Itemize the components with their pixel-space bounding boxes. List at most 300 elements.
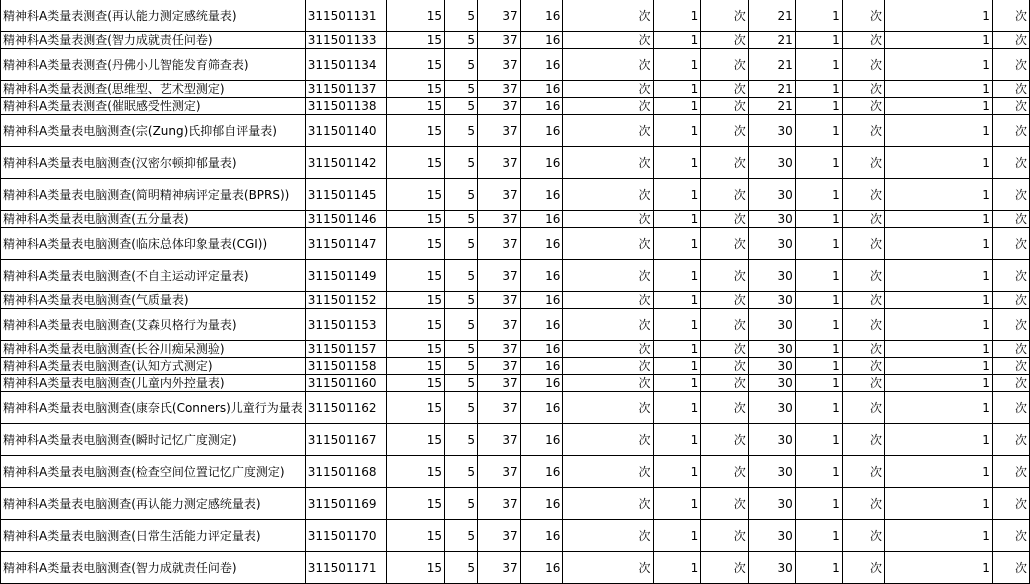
value-cell[interactable]: 16 [520, 179, 563, 211]
unit-cell[interactable]: 次 [701, 358, 748, 375]
unit-cell[interactable]: 次 [992, 0, 1029, 32]
unit-cell[interactable]: 次 [563, 309, 653, 341]
item-code-cell[interactable]: 311501158 [305, 358, 386, 375]
value-cell[interactable]: 15 [386, 375, 444, 392]
quantity-cell[interactable]: 1 [795, 375, 842, 392]
value-cell[interactable]: 37 [478, 81, 521, 98]
value-cell[interactable]: 21 [748, 81, 795, 98]
value-cell[interactable]: 30 [748, 292, 795, 309]
unit-cell[interactable]: 次 [701, 228, 748, 260]
value-cell[interactable]: 30 [748, 375, 795, 392]
value-cell[interactable]: 37 [478, 488, 521, 520]
unit-cell[interactable]: 次 [563, 341, 653, 358]
value-cell[interactable]: 30 [748, 309, 795, 341]
unit-cell[interactable]: 次 [701, 49, 748, 81]
item-code-cell[interactable]: 311501133 [305, 32, 386, 49]
item-code-cell[interactable]: 311501153 [305, 309, 386, 341]
unit-cell[interactable]: 次 [701, 375, 748, 392]
unit-cell[interactable]: 次 [992, 32, 1029, 49]
unit-cell[interactable]: 次 [992, 309, 1029, 341]
quantity-cell[interactable]: 1 [653, 32, 701, 49]
unit-cell[interactable]: 次 [842, 211, 884, 228]
unit-cell[interactable]: 次 [992, 292, 1029, 309]
unit-cell[interactable]: 次 [842, 375, 884, 392]
value-cell[interactable]: 37 [478, 358, 521, 375]
quantity-cell[interactable]: 1 [795, 292, 842, 309]
value-cell[interactable]: 30 [748, 115, 795, 147]
value-cell[interactable]: 5 [445, 0, 478, 32]
item-code-cell[interactable]: 311501160 [305, 375, 386, 392]
unit-cell[interactable]: 次 [992, 488, 1029, 520]
unit-cell[interactable]: 次 [563, 375, 653, 392]
item-code-cell[interactable]: 311501170 [305, 520, 386, 552]
value-cell[interactable]: 16 [520, 358, 563, 375]
value-cell[interactable]: 16 [520, 520, 563, 552]
quantity-cell[interactable]: 1 [653, 0, 701, 32]
quantity-cell[interactable]: 1 [885, 375, 993, 392]
unit-cell[interactable]: 次 [701, 98, 748, 115]
value-cell[interactable]: 16 [520, 488, 563, 520]
value-cell[interactable]: 5 [445, 211, 478, 228]
quantity-cell[interactable]: 1 [653, 309, 701, 341]
unit-cell[interactable]: 次 [842, 81, 884, 98]
value-cell[interactable]: 16 [520, 341, 563, 358]
value-cell[interactable]: 15 [386, 147, 444, 179]
quantity-cell[interactable]: 1 [885, 179, 993, 211]
unit-cell[interactable]: 次 [842, 228, 884, 260]
value-cell[interactable]: 15 [386, 341, 444, 358]
unit-cell[interactable]: 次 [701, 32, 748, 49]
value-cell[interactable]: 37 [478, 424, 521, 456]
item-name-cell[interactable]: 精神科A类量表电脑测查(气质量表) [1, 292, 306, 309]
quantity-cell[interactable]: 1 [795, 552, 842, 584]
unit-cell[interactable]: 次 [842, 0, 884, 32]
quantity-cell[interactable]: 1 [795, 147, 842, 179]
quantity-cell[interactable]: 1 [653, 520, 701, 552]
unit-cell[interactable]: 次 [563, 0, 653, 32]
quantity-cell[interactable]: 1 [653, 341, 701, 358]
unit-cell[interactable]: 次 [992, 228, 1029, 260]
unit-cell[interactable]: 次 [563, 424, 653, 456]
value-cell[interactable]: 5 [445, 424, 478, 456]
unit-cell[interactable]: 次 [992, 49, 1029, 81]
item-name-cell[interactable]: 精神科A类量表电脑测查(智力成就责任问卷) [1, 552, 306, 584]
item-name-cell[interactable]: 精神科A类量表电脑测查(简明精神病评定量表(BPRS)) [1, 179, 306, 211]
value-cell[interactable]: 37 [478, 228, 521, 260]
quantity-cell[interactable]: 1 [885, 424, 993, 456]
value-cell[interactable]: 30 [748, 179, 795, 211]
value-cell[interactable]: 16 [520, 260, 563, 292]
value-cell[interactable]: 16 [520, 392, 563, 424]
quantity-cell[interactable]: 1 [795, 520, 842, 552]
quantity-cell[interactable]: 1 [795, 456, 842, 488]
value-cell[interactable]: 30 [748, 358, 795, 375]
value-cell[interactable]: 37 [478, 49, 521, 81]
value-cell[interactable]: 16 [520, 424, 563, 456]
quantity-cell[interactable]: 1 [653, 228, 701, 260]
quantity-cell[interactable]: 1 [653, 424, 701, 456]
unit-cell[interactable]: 次 [701, 424, 748, 456]
quantity-cell[interactable]: 1 [653, 260, 701, 292]
quantity-cell[interactable]: 1 [653, 81, 701, 98]
value-cell[interactable]: 37 [478, 147, 521, 179]
unit-cell[interactable]: 次 [563, 211, 653, 228]
unit-cell[interactable]: 次 [842, 488, 884, 520]
value-cell[interactable]: 30 [748, 260, 795, 292]
unit-cell[interactable]: 次 [563, 49, 653, 81]
value-cell[interactable]: 5 [445, 341, 478, 358]
quantity-cell[interactable]: 1 [885, 228, 993, 260]
value-cell[interactable]: 37 [478, 98, 521, 115]
item-code-cell[interactable]: 311501142 [305, 147, 386, 179]
value-cell[interactable]: 5 [445, 292, 478, 309]
quantity-cell[interactable]: 1 [885, 520, 993, 552]
unit-cell[interactable]: 次 [563, 179, 653, 211]
value-cell[interactable]: 30 [748, 552, 795, 584]
quantity-cell[interactable]: 1 [795, 115, 842, 147]
unit-cell[interactable]: 次 [992, 520, 1029, 552]
value-cell[interactable]: 16 [520, 147, 563, 179]
value-cell[interactable]: 21 [748, 32, 795, 49]
value-cell[interactable]: 37 [478, 115, 521, 147]
unit-cell[interactable]: 次 [992, 211, 1029, 228]
value-cell[interactable]: 30 [748, 392, 795, 424]
value-cell[interactable]: 5 [445, 552, 478, 584]
quantity-cell[interactable]: 1 [885, 358, 993, 375]
quantity-cell[interactable]: 1 [885, 309, 993, 341]
value-cell[interactable]: 15 [386, 211, 444, 228]
item-name-cell[interactable]: 精神科A类量表测查(催眠感受性测定) [1, 98, 306, 115]
item-code-cell[interactable]: 311501140 [305, 115, 386, 147]
value-cell[interactable]: 16 [520, 49, 563, 81]
quantity-cell[interactable]: 1 [795, 309, 842, 341]
unit-cell[interactable]: 次 [842, 115, 884, 147]
quantity-cell[interactable]: 1 [885, 147, 993, 179]
unit-cell[interactable]: 次 [701, 260, 748, 292]
quantity-cell[interactable]: 1 [885, 211, 993, 228]
value-cell[interactable]: 15 [386, 520, 444, 552]
item-code-cell[interactable]: 311501138 [305, 98, 386, 115]
quantity-cell[interactable]: 1 [653, 98, 701, 115]
quantity-cell[interactable]: 1 [885, 552, 993, 584]
unit-cell[interactable]: 次 [842, 179, 884, 211]
quantity-cell[interactable]: 1 [885, 292, 993, 309]
item-name-cell[interactable]: 精神科A类量表测查(再认能力测定感统量表) [1, 0, 306, 32]
unit-cell[interactable]: 次 [842, 260, 884, 292]
quantity-cell[interactable]: 1 [885, 456, 993, 488]
value-cell[interactable]: 5 [445, 179, 478, 211]
item-code-cell[interactable]: 311501168 [305, 456, 386, 488]
quantity-cell[interactable]: 1 [653, 488, 701, 520]
unit-cell[interactable]: 次 [701, 520, 748, 552]
value-cell[interactable]: 15 [386, 488, 444, 520]
value-cell[interactable]: 5 [445, 115, 478, 147]
value-cell[interactable]: 15 [386, 552, 444, 584]
unit-cell[interactable]: 次 [701, 488, 748, 520]
value-cell[interactable]: 21 [748, 49, 795, 81]
item-code-cell[interactable]: 311501157 [305, 341, 386, 358]
value-cell[interactable]: 37 [478, 375, 521, 392]
item-name-cell[interactable]: 精神科A类量表电脑测查(长谷川痴呆测验) [1, 341, 306, 358]
unit-cell[interactable]: 次 [701, 552, 748, 584]
item-name-cell[interactable]: 精神科A类量表电脑测查(认知方式测定) [1, 358, 306, 375]
item-code-cell[interactable]: 311501167 [305, 424, 386, 456]
unit-cell[interactable]: 次 [992, 179, 1029, 211]
value-cell[interactable]: 37 [478, 179, 521, 211]
value-cell[interactable]: 5 [445, 49, 478, 81]
unit-cell[interactable]: 次 [701, 392, 748, 424]
quantity-cell[interactable]: 1 [653, 292, 701, 309]
item-name-cell[interactable]: 精神科A类量表电脑测查(临床总体印象量表(CGI)) [1, 228, 306, 260]
value-cell[interactable]: 15 [386, 392, 444, 424]
unit-cell[interactable]: 次 [842, 520, 884, 552]
value-cell[interactable]: 5 [445, 147, 478, 179]
value-cell[interactable]: 15 [386, 309, 444, 341]
value-cell[interactable]: 5 [445, 358, 478, 375]
value-cell[interactable]: 16 [520, 32, 563, 49]
quantity-cell[interactable]: 1 [653, 456, 701, 488]
quantity-cell[interactable]: 1 [885, 32, 993, 49]
value-cell[interactable]: 16 [520, 98, 563, 115]
unit-cell[interactable]: 次 [701, 309, 748, 341]
unit-cell[interactable]: 次 [701, 147, 748, 179]
item-name-cell[interactable]: 精神科A类量表测查(丹佛小儿智能发育筛查表) [1, 49, 306, 81]
unit-cell[interactable]: 次 [563, 552, 653, 584]
value-cell[interactable]: 5 [445, 228, 478, 260]
unit-cell[interactable]: 次 [842, 292, 884, 309]
value-cell[interactable]: 15 [386, 0, 444, 32]
unit-cell[interactable]: 次 [563, 228, 653, 260]
value-cell[interactable]: 37 [478, 211, 521, 228]
value-cell[interactable]: 5 [445, 260, 478, 292]
unit-cell[interactable]: 次 [992, 456, 1029, 488]
value-cell[interactable]: 16 [520, 309, 563, 341]
item-code-cell[interactable]: 311501162 [305, 392, 386, 424]
value-cell[interactable]: 37 [478, 552, 521, 584]
quantity-cell[interactable]: 1 [795, 179, 842, 211]
quantity-cell[interactable]: 1 [885, 115, 993, 147]
value-cell[interactable]: 30 [748, 488, 795, 520]
unit-cell[interactable]: 次 [992, 81, 1029, 98]
quantity-cell[interactable]: 1 [885, 81, 993, 98]
item-name-cell[interactable]: 精神科A类量表电脑测查(儿童内外控量表) [1, 375, 306, 392]
item-code-cell[interactable]: 311501171 [305, 552, 386, 584]
unit-cell[interactable]: 次 [701, 179, 748, 211]
unit-cell[interactable]: 次 [842, 424, 884, 456]
value-cell[interactable]: 15 [386, 292, 444, 309]
unit-cell[interactable]: 次 [563, 520, 653, 552]
unit-cell[interactable]: 次 [701, 341, 748, 358]
quantity-cell[interactable]: 1 [653, 179, 701, 211]
value-cell[interactable]: 16 [520, 292, 563, 309]
quantity-cell[interactable]: 1 [885, 260, 993, 292]
unit-cell[interactable]: 次 [563, 456, 653, 488]
unit-cell[interactable]: 次 [842, 98, 884, 115]
quantity-cell[interactable]: 1 [795, 32, 842, 49]
quantity-cell[interactable]: 1 [795, 0, 842, 32]
unit-cell[interactable]: 次 [563, 488, 653, 520]
unit-cell[interactable]: 次 [701, 292, 748, 309]
value-cell[interactable]: 37 [478, 456, 521, 488]
quantity-cell[interactable]: 1 [653, 358, 701, 375]
item-code-cell[interactable]: 311501134 [305, 49, 386, 81]
unit-cell[interactable]: 次 [992, 115, 1029, 147]
value-cell[interactable]: 30 [748, 456, 795, 488]
value-cell[interactable]: 15 [386, 179, 444, 211]
value-cell[interactable]: 30 [748, 424, 795, 456]
item-name-cell[interactable]: 精神科A类量表电脑测查(不自主运动评定量表) [1, 260, 306, 292]
unit-cell[interactable]: 次 [842, 392, 884, 424]
value-cell[interactable]: 15 [386, 260, 444, 292]
quantity-cell[interactable]: 1 [795, 358, 842, 375]
item-name-cell[interactable]: 精神科A类量表测查(思维型、艺术型测定) [1, 81, 306, 98]
item-name-cell[interactable]: 精神科A类量表电脑测查(瞬时记忆广度测定) [1, 424, 306, 456]
item-code-cell[interactable]: 311501137 [305, 81, 386, 98]
value-cell[interactable]: 16 [520, 0, 563, 32]
value-cell[interactable]: 5 [445, 98, 478, 115]
item-name-cell[interactable]: 精神科A类量表电脑测查(日常生活能力评定量表) [1, 520, 306, 552]
unit-cell[interactable]: 次 [992, 147, 1029, 179]
value-cell[interactable]: 16 [520, 456, 563, 488]
unit-cell[interactable]: 次 [842, 341, 884, 358]
quantity-cell[interactable]: 1 [885, 49, 993, 81]
value-cell[interactable]: 30 [748, 228, 795, 260]
unit-cell[interactable]: 次 [992, 552, 1029, 584]
unit-cell[interactable]: 次 [701, 456, 748, 488]
value-cell[interactable]: 30 [748, 211, 795, 228]
item-code-cell[interactable]: 311501147 [305, 228, 386, 260]
quantity-cell[interactable]: 1 [653, 375, 701, 392]
unit-cell[interactable]: 次 [992, 260, 1029, 292]
value-cell[interactable]: 37 [478, 260, 521, 292]
quantity-cell[interactable]: 1 [653, 115, 701, 147]
unit-cell[interactable]: 次 [842, 456, 884, 488]
quantity-cell[interactable]: 1 [795, 341, 842, 358]
value-cell[interactable]: 37 [478, 520, 521, 552]
value-cell[interactable]: 37 [478, 292, 521, 309]
unit-cell[interactable]: 次 [842, 358, 884, 375]
unit-cell[interactable]: 次 [563, 292, 653, 309]
value-cell[interactable]: 37 [478, 32, 521, 49]
item-name-cell[interactable]: 精神科A类量表电脑测查(汉密尔顿抑郁量表) [1, 147, 306, 179]
value-cell[interactable]: 15 [386, 98, 444, 115]
item-name-cell[interactable]: 精神科A类量表电脑测查(检查空间位置记忆广度测定) [1, 456, 306, 488]
unit-cell[interactable]: 次 [563, 358, 653, 375]
unit-cell[interactable]: 次 [992, 341, 1029, 358]
value-cell[interactable]: 21 [748, 98, 795, 115]
value-cell[interactable]: 37 [478, 0, 521, 32]
value-cell[interactable]: 5 [445, 520, 478, 552]
value-cell[interactable]: 15 [386, 228, 444, 260]
value-cell[interactable]: 21 [748, 0, 795, 32]
unit-cell[interactable]: 次 [992, 358, 1029, 375]
item-name-cell[interactable]: 精神科A类量表电脑测查(康奈氏(Conners)儿童行为量表 [1, 392, 306, 424]
unit-cell[interactable]: 次 [701, 211, 748, 228]
value-cell[interactable]: 5 [445, 392, 478, 424]
unit-cell[interactable]: 次 [842, 309, 884, 341]
unit-cell[interactable]: 次 [992, 392, 1029, 424]
item-name-cell[interactable]: 精神科A类量表电脑测查(五分量表) [1, 211, 306, 228]
unit-cell[interactable]: 次 [563, 392, 653, 424]
value-cell[interactable]: 30 [748, 341, 795, 358]
quantity-cell[interactable]: 1 [885, 0, 993, 32]
value-cell[interactable]: 16 [520, 552, 563, 584]
item-code-cell[interactable]: 311501131 [305, 0, 386, 32]
value-cell[interactable]: 37 [478, 392, 521, 424]
quantity-cell[interactable]: 1 [795, 228, 842, 260]
unit-cell[interactable]: 次 [842, 552, 884, 584]
unit-cell[interactable]: 次 [563, 115, 653, 147]
quantity-cell[interactable]: 1 [795, 211, 842, 228]
quantity-cell[interactable]: 1 [795, 488, 842, 520]
value-cell[interactable]: 16 [520, 211, 563, 228]
unit-cell[interactable]: 次 [992, 98, 1029, 115]
quantity-cell[interactable]: 1 [885, 392, 993, 424]
value-cell[interactable]: 5 [445, 375, 478, 392]
value-cell[interactable]: 30 [748, 520, 795, 552]
value-cell[interactable]: 5 [445, 488, 478, 520]
item-name-cell[interactable]: 精神科A类量表电脑测查(再认能力测定感统量表) [1, 488, 306, 520]
item-code-cell[interactable]: 311501145 [305, 179, 386, 211]
unit-cell[interactable]: 次 [842, 147, 884, 179]
value-cell[interactable]: 5 [445, 32, 478, 49]
unit-cell[interactable]: 次 [842, 32, 884, 49]
unit-cell[interactable]: 次 [563, 81, 653, 98]
value-cell[interactable]: 15 [386, 358, 444, 375]
item-name-cell[interactable]: 精神科A类量表电脑测查(艾森贝格行为量表) [1, 309, 306, 341]
item-code-cell[interactable]: 311501169 [305, 488, 386, 520]
value-cell[interactable]: 5 [445, 81, 478, 98]
unit-cell[interactable]: 次 [992, 375, 1029, 392]
value-cell[interactable]: 37 [478, 309, 521, 341]
unit-cell[interactable]: 次 [701, 0, 748, 32]
item-code-cell[interactable]: 311501149 [305, 260, 386, 292]
value-cell[interactable]: 15 [386, 115, 444, 147]
item-name-cell[interactable]: 精神科A类量表电脑测查(宗(Zung)氏抑郁自评量表) [1, 115, 306, 147]
quantity-cell[interactable]: 1 [653, 147, 701, 179]
quantity-cell[interactable]: 1 [885, 488, 993, 520]
unit-cell[interactable]: 次 [701, 81, 748, 98]
value-cell[interactable]: 15 [386, 424, 444, 456]
value-cell[interactable]: 16 [520, 375, 563, 392]
quantity-cell[interactable]: 1 [795, 81, 842, 98]
value-cell[interactable]: 30 [748, 147, 795, 179]
quantity-cell[interactable]: 1 [653, 211, 701, 228]
value-cell[interactable]: 15 [386, 49, 444, 81]
value-cell[interactable]: 15 [386, 456, 444, 488]
value-cell[interactable]: 5 [445, 456, 478, 488]
quantity-cell[interactable]: 1 [653, 392, 701, 424]
unit-cell[interactable]: 次 [992, 424, 1029, 456]
value-cell[interactable]: 5 [445, 309, 478, 341]
quantity-cell[interactable]: 1 [795, 424, 842, 456]
quantity-cell[interactable]: 1 [795, 49, 842, 81]
item-code-cell[interactable]: 311501152 [305, 292, 386, 309]
unit-cell[interactable]: 次 [701, 115, 748, 147]
quantity-cell[interactable]: 1 [885, 98, 993, 115]
quantity-cell[interactable]: 1 [653, 552, 701, 584]
value-cell[interactable]: 16 [520, 81, 563, 98]
quantity-cell[interactable]: 1 [795, 98, 842, 115]
value-cell[interactable]: 37 [478, 341, 521, 358]
item-name-cell[interactable]: 精神科A类量表测查(智力成就责任问卷) [1, 32, 306, 49]
value-cell[interactable]: 15 [386, 32, 444, 49]
unit-cell[interactable]: 次 [842, 49, 884, 81]
value-cell[interactable]: 16 [520, 115, 563, 147]
quantity-cell[interactable]: 1 [795, 260, 842, 292]
item-code-cell[interactable]: 311501146 [305, 211, 386, 228]
quantity-cell[interactable]: 1 [653, 49, 701, 81]
